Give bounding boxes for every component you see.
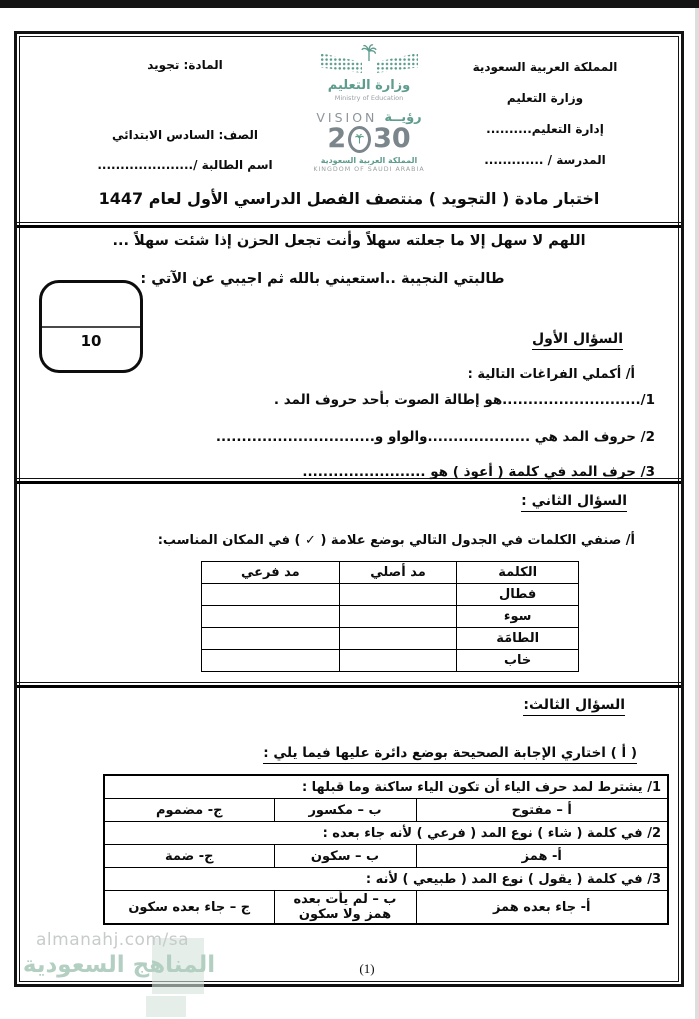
- table-header-row: [202, 562, 579, 584]
- mcq2-option-b: ب – سكون: [274, 845, 416, 868]
- logo-wing-right-icon: [376, 53, 418, 73]
- section-divider: [17, 222, 681, 228]
- fill-blank-item-2: 2/ حروف المد هي ....................والواو و...............................: [215, 429, 655, 445]
- score-total-value: 10: [80, 331, 102, 350]
- ministry-logo-mark-icon: [314, 44, 424, 76]
- mcq-question-1: 1/ يشترط لمد حرف الياء أن تكون الياء ساكنة وما قبلها :: [104, 775, 668, 799]
- mcq-question-row: [104, 775, 668, 799]
- word-cell: سوء: [457, 606, 579, 628]
- question3-part-a: ( أ ) اختاري الإجابة الصحيحة بوضع دائرة عليها فيما يلي :: [263, 745, 637, 761]
- question2-title: السؤال الثاني :: [521, 493, 627, 509]
- word-cell: فطال: [457, 584, 579, 606]
- table-row: [202, 628, 579, 650]
- question3-title: السؤال الثالث:: [523, 697, 625, 713]
- year-digit-2: 2: [327, 123, 347, 154]
- section-divider: [17, 682, 681, 688]
- mcq-question-row: [104, 868, 668, 891]
- mcq-options-row: [104, 891, 668, 925]
- watermark-block: [146, 996, 186, 1017]
- vision-arabic-label: رؤيــة: [384, 110, 422, 125]
- q3-mcq-table: [103, 774, 669, 925]
- answer-cell-farei: [202, 606, 340, 628]
- mcq1-option-a: أ – مفتوح: [416, 799, 668, 822]
- fill-blank-item-3: 3/ حرف المد في كلمة ( أعوذ ) هو ........................: [302, 464, 655, 480]
- answer-cell-asli: [339, 606, 457, 628]
- palm-tree-icon: [361, 44, 377, 62]
- vision-english-label: VISION: [316, 110, 378, 125]
- vision-2030-year: [305, 125, 433, 153]
- fill-blank-item-1: 1/...........................هو إطالة الصوت بأحد حروف المد .: [273, 392, 655, 408]
- ministry-label: وزارة التعليم: [506, 91, 584, 105]
- score-box-divider: [42, 326, 140, 328]
- logo-ministry-english: Ministry of Education: [334, 94, 404, 102]
- answer-cell-farei: [202, 584, 340, 606]
- answer-cell-asli: [339, 628, 457, 650]
- watermark-arabic: المناهج السعودية: [22, 952, 216, 978]
- watermark-url: almanahj.com/sa: [36, 930, 190, 950]
- year-digits-30: 30: [373, 123, 411, 154]
- logo-kingdom-arabic: المملكة العربية السعودية: [320, 156, 418, 165]
- scan-right-edge: [695, 8, 699, 1019]
- question1-title: السؤال الأول: [532, 331, 623, 347]
- answer-cell-asli: [339, 584, 457, 606]
- mcq-options-row: [104, 845, 668, 868]
- mcq3-option-b: ب – لم يأت بعده همز ولا سكون: [274, 891, 416, 925]
- answer-cell-farei: [202, 650, 340, 672]
- column-header-asli: مد أصلي: [339, 562, 457, 584]
- mcq2-option-c: ج- ضمة: [104, 845, 274, 868]
- mcq2-option-a: أ- همز: [416, 845, 668, 868]
- question1-part-a: أ/ أكملي الفراغات التالية :: [467, 367, 635, 382]
- exam-title: اختبار مادة ( التجويد ) منتصف الفصل الدراسي الأول لعام 1447: [98, 189, 600, 208]
- question2-part-a: أ/ صنفي الكلمات في الجدول التالي بوضع علامة ( ✓ ) في المكان المناسب:: [157, 533, 635, 548]
- column-header-word: الكلمة: [457, 562, 579, 584]
- mcq-question-row: [104, 822, 668, 845]
- mcq-options-row: [104, 799, 668, 822]
- ministry-of-education-logo: [305, 44, 433, 173]
- mcq3-option-c: ج – جاء بعده سكون: [104, 891, 274, 925]
- prayer-line: اللهم لا سهل إلا ما جعلته سهلاً وأنت تجعل الحزن إذا شئت سهلاً ...: [112, 233, 586, 249]
- mcq-question-3: 3/ في كلمة ( يقول ) نوع المد ( طبيعي ) لأنه :: [104, 868, 668, 891]
- q2-classification-table: [201, 561, 579, 672]
- header-right-column: [437, 54, 653, 178]
- logo-ministry-arabic: وزارة التعليم: [327, 78, 411, 93]
- table-row: [202, 650, 579, 672]
- subject-label: المادة: تجويد: [147, 58, 223, 72]
- logo-kingdom-english: KINGDOM OF SAUDI ARABIA: [313, 166, 425, 173]
- column-header-farei: مد فرعي: [202, 562, 340, 584]
- grade-label: الصف: السادس الابتدائي: [111, 128, 259, 142]
- mcq1-option-b: ب – مكسور: [274, 799, 416, 822]
- word-cell: خاب: [457, 650, 579, 672]
- greeting-line: طالبتي النجيبة ..استعيني بالله ثم اجيبي عن الآتي :: [140, 271, 505, 287]
- answer-cell-asli: [339, 650, 457, 672]
- section-divider: [17, 478, 681, 484]
- exam-document: [14, 31, 684, 987]
- mcq-question-2: 2/ في كلمة ( شاء ) نوع المد ( فرعي ) لأنه جاء بعده :: [104, 822, 668, 845]
- table-row: [202, 584, 579, 606]
- page-number: (1): [359, 961, 375, 976]
- word-cell: الطامَة: [457, 628, 579, 650]
- student-name-field: اسم الطالبة /.....................: [97, 158, 273, 172]
- logo-wing-left-icon: [320, 53, 362, 73]
- school-field: المدرسة / .............: [484, 153, 606, 167]
- score-box: [39, 280, 143, 373]
- palm-zero-icon: [348, 126, 371, 153]
- mcq1-option-c: ج- مضموم: [104, 799, 274, 822]
- palm-icon: [355, 133, 364, 145]
- education-admin-field: إدارة التعليم..........: [486, 122, 604, 136]
- table-row: [202, 606, 579, 628]
- country-label: المملكة العربية السعودية: [472, 60, 618, 74]
- mcq3-option-a: أ- جاء بعده همز: [416, 891, 668, 925]
- scan-top-bar: [0, 0, 699, 8]
- answer-cell-farei: [202, 628, 340, 650]
